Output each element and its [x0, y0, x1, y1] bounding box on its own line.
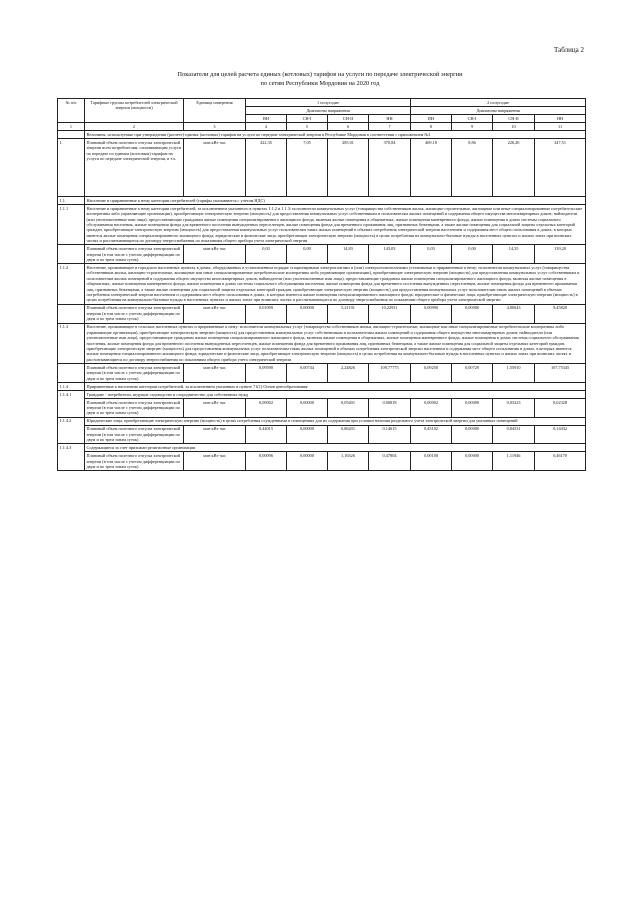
- table-row: [58, 139, 586, 197]
- value-cell: 226,20: [493, 139, 535, 197]
- value-cell: 14,35: [493, 245, 535, 264]
- value-cell: 0,00000: [452, 425, 493, 444]
- value-cell: 139,20: [535, 245, 586, 264]
- column-number: 11: [535, 123, 586, 131]
- section-row: [58, 323, 586, 363]
- value-cell: 14,83: [328, 245, 369, 264]
- value-cell: 8,86: [452, 139, 493, 197]
- header-level: НН: [369, 115, 411, 123]
- row-label: Плановый объем полезного отпуска электрической энергии (в том числе с учетом дифференциации по двум и по трем зонам суток): [85, 304, 184, 323]
- row-label: Плановый объем полезного отпуска электрической энергии (в том числе с учетом дифференциации по двум и по трем зонам суток): [85, 452, 184, 471]
- table-row: [58, 425, 586, 444]
- section-text: Население и приравненные к нему категории потребителей, за исключением указанного в пунктах 1.1.2 и 1.1.3: исполнители коммунальных услуг (товарищества собственников жилья, жилищно-строительные, жилищные или иные специализированные потребительские кооперативы либо управляющие организации), приобретающие электрическую энергию (мощность) для предоставления коммунальных услуг собственникам и пользователям жилых помещений и содержания общего имущества многоквартирных домов; наймодатели (или уполномоченные ими лица), предоставляющие гражданам жилые помещения специализированного жилищного фонда, включая жилые помещения в общежитиях, жилые помещения маневренного фонда, жилые помещения в домах системы социального обслуживания населения, жилые помещения фонда для временного поселения вынужденных переселенцев, жилые помещения фонда для временного проживания лиц, признанных беженцами, а также жилые помещения для социальной защиты отдельных категорий граждан, приобретающие электрическую энергию (мощность) для предоставления коммунальных услуг пользователям таких жилых помещений в объемах потребления электрической энергии населением и содержания мест общего пользования в домах, в которых имеются жилые помещения специализированного жилищного фонда; юридические и физические лица, приобретающие электрическую энергию (мощность) в целях потребления на коммунально-бытовые нужды в населенных пунктах и жилых зонах при воинских частях и рассчитывающиеся по договору энергоснабжения по показаниям общего прибора учета электрической энергии: [85, 205, 586, 245]
- value-cell: 422,35: [246, 139, 287, 197]
- value-cell: 0,00990: [411, 304, 452, 323]
- intro-note: Величины, используемые при утверждении (расчете) единых (котловых) тарифов на услуги по передаче электрической энергии в Республике Мордовия в соответствии с приложением №1: [85, 131, 586, 139]
- value-cell: 0,03: [411, 245, 452, 264]
- row-label: Плановый объем полезного отпуска электрической энергии (в том числе с учетом дифференциации по двум и по трем зонам суток): [85, 245, 184, 264]
- section-text: Население, проживающее в сельских населенных пунктах и приравненные к нему: исполнители коммунальных услуг (товарищества собственников жилья, жилищно-строительные, жилищные или иные специализированные потребительские кооперативы либо управляющие организации), приобретающие электрическую энергию (мощность) для предоставления коммунальных услуг собственникам и пользователям жилых помещений и содержания общего имущества многоквартирных домов; наймодатели (или уполномоченные ими лица), предоставляющие гражданам жилые помещения специализированного жилищного фонда, включая жилые помещения в общежитиях, жилые помещения маневренного фонда, жилые помещения в домах системы социального обслуживания населения, жилые помещения фонда для временного поселения вынужденных переселенцев, жилые помещения фонда для временного проживания лиц, признанных беженцами, а также жилые помещения для социальной защиты отдельных категорий граждан, приобретающие электрическую энергию (мощность) для предоставления коммунальных услуг пользователям таких жилых помещений в объемах потребления электрической энергии населением и содержания мест общего пользования в домах, в которых имеются жилые помещения специализированного жилищного фонда; юридические и физические лица, приобретающие электрическую энергию (мощность) в целях потребления на коммунально-бытовые нужды в населенных пунктах и жилых зонах при воинских частях и рассчитывающиеся по договору энергоснабжения по показаниям общего прибора учета электрической энергии: [85, 323, 586, 363]
- value-cell: 9,45820: [535, 304, 586, 323]
- row-unit: млн.кВт·час: [184, 139, 246, 197]
- section-text: Приравненные к населению категории потребителей, за исключением указанных в пункте 71(1) Основ ценообразования:: [85, 382, 586, 390]
- value-cell: 0,46170: [535, 452, 586, 471]
- tariff-table: [57, 98, 586, 471]
- value-cell: 0,00000: [287, 304, 328, 323]
- value-cell: 0,47804: [369, 452, 411, 471]
- section-number: 1.1.4.1: [58, 390, 85, 417]
- page-title: [60, 70, 580, 88]
- header-level: ВН: [411, 115, 452, 123]
- value-cell: 0,00100: [411, 452, 452, 471]
- value-cell: 0,01009: [246, 304, 287, 323]
- header-level: СН-I: [452, 115, 493, 123]
- value-cell: 0,86201: [328, 425, 369, 444]
- header-half-2: 2 полугодие: [411, 99, 586, 107]
- column-number: 2: [85, 123, 184, 131]
- value-cell: 0,84531: [493, 425, 535, 444]
- value-cell: 0,00000: [452, 398, 493, 417]
- row-unit: млн кВт·час: [184, 363, 246, 382]
- title-line-2: по сетям Республики Мордовия на 2020 год: [260, 80, 380, 87]
- table-row: [58, 245, 586, 264]
- value-cell: 0,03223: [493, 398, 535, 417]
- row-unit: млн кВт·час: [184, 398, 246, 417]
- column-number: 1: [58, 123, 85, 131]
- column-number: 5: [287, 123, 328, 131]
- value-cell: 109,77775: [369, 363, 411, 382]
- value-cell: 0,44015: [246, 425, 287, 444]
- table-row: [58, 390, 586, 398]
- value-cell: 4,80643: [493, 304, 535, 323]
- title-line-1: Показатели для целей расчета единых (котловых) тарифов на услуги по передаче электрической энергии: [177, 71, 463, 78]
- row-label: Плановый объем полезного отпуска электрической энергии (в том числе с учетом дифференциации по двум и по трем зонам суток): [85, 398, 184, 417]
- section-number: 1.1.3: [58, 323, 85, 363]
- section-number: 1.1.1: [58, 205, 85, 245]
- row-unit: млн кВт·час: [184, 452, 246, 471]
- row-unit: млн кВт·час: [184, 304, 246, 323]
- section-text: Население и приравненные к нему категории потребителей (тарифы указываются с учетом НДС): [85, 197, 586, 205]
- row-number: 1.: [58, 139, 85, 197]
- header-row-1: [58, 99, 586, 107]
- header-num: № п/п: [58, 99, 85, 123]
- header-unit: Единица измерения: [184, 99, 246, 123]
- value-cell: 0,00729: [452, 363, 493, 382]
- value-cell: 469,18: [411, 139, 452, 197]
- value-cell: 0,00000: [287, 425, 328, 444]
- value-cell: 285,01: [328, 139, 369, 197]
- value-cell: 7,05: [287, 139, 328, 197]
- table-row: [58, 304, 586, 323]
- value-cell: 1,16526: [328, 452, 369, 471]
- column-number: 7: [369, 123, 411, 131]
- section-row: [58, 205, 586, 245]
- table-row: [58, 452, 586, 471]
- table-row: [58, 417, 586, 425]
- value-cell: 0,00: [452, 245, 493, 264]
- section-text: Юридические лица, приобретающие электрическую энергию (мощность) в целях потребления осужденными в помещениях для их содержания при условии наличия раздельного учета электрической энергии для указанных помещений: [85, 417, 586, 425]
- value-cell: 0,14615: [369, 425, 411, 444]
- section-text: Содержащиеся за счет прихожан религиозные организации: [85, 444, 586, 452]
- value-cell: 0,09590: [246, 363, 287, 382]
- value-cell: 0,05401: [328, 398, 369, 417]
- value-cell: 0,00096: [246, 452, 287, 471]
- value-cell: 0,00000: [287, 452, 328, 471]
- header-half-1: 1 полугодие: [246, 99, 411, 107]
- section-text: Граждане - потребители, ведущие садоводство и огородничество для собственных нужд: [85, 390, 586, 398]
- value-cell: 10,22931: [369, 304, 411, 323]
- column-number: 4: [246, 123, 287, 131]
- row-unit: млн кВт·час: [184, 425, 246, 444]
- column-number-row: [58, 123, 586, 131]
- value-cell: 107,75345: [535, 363, 586, 382]
- value-cell: 143,03: [369, 245, 411, 264]
- value-cell: 0,00002: [411, 398, 452, 417]
- value-cell: 0,00000: [287, 398, 328, 417]
- intro-row: [58, 131, 586, 139]
- table-label: Таблица 2: [554, 46, 584, 54]
- value-cell: 0,00744: [287, 363, 328, 382]
- section-number: 1.1.2: [58, 264, 85, 304]
- header-level: НН: [535, 115, 586, 123]
- column-number: 10: [493, 123, 535, 131]
- section-row: [58, 197, 586, 205]
- table-row: [58, 363, 586, 382]
- row-label: Плановый объем полезного отпуска электрической энергии всем потребителям, оплачивающим услуги по передаче по единым (котловым) тарифам на услуги по передаче электрической энергии, в т.ч.: [85, 139, 184, 197]
- row-label: Плановый объем полезного отпуска электрической энергии (в том числе с учетом дифференциации по двум и по трем зонам суток): [85, 363, 184, 382]
- value-cell: 0,00002: [246, 398, 287, 417]
- section-number: 1.1.4.3: [58, 444, 85, 471]
- section-text: Население, проживающее в городских населенных пунктах в домах, оборудованных в установленном порядке стационарными электроплитами и (или) электроотопительными установками и приравненные к нему: исполнители коммунальных услуг (товарищества собственников жилья, жилищно-строительные, жилищные или иные специализированные потребительские кооперативы либо управляющие организации), приобретающие электрическую энергию (мощность) для предоставления коммунальных услуг собственникам и пользователям жилых помещений и содержания общего имущества многоквартирных домов; наймодатели (или уполномоченные ими лица), предоставляющие гражданам жилые помещения специализированного жилищного фонда, включая жилые помещения в общежитиях, жилые помещения маневренного фонда, жилые помещения в домах системы социального обслуживания населения, жилые помещения фонда для временного поселения вынужденных переселенцев, жилые помещения фонда для временного проживания лиц, признанных беженцами, а также жилые помещения для социальной защиты отдельных категорий граждан, приобретающие электрическую энергию (мощность) для предоставления коммунальных услуг пользователям таких жилых помещений в объемах потребления электрической энергии населением и содержания мест общего пользования в домах, в которых имеются жилые помещения специализированного жилищного фонда; юридические и физические лица, приобретающие электрическую энергию (мощность) в целях потребления на коммунально-бытовые нужды в населенных пунктах и жилых зонах при воинских частях и рассчитывающиеся по договору энергоснабжения по показаниям общего прибора учета электрической энергии: [85, 264, 586, 304]
- column-number: 6: [328, 123, 369, 131]
- value-cell: 0,03: [246, 245, 287, 264]
- value-cell: 0,09250: [411, 363, 452, 382]
- value-cell: 347,51: [535, 139, 586, 197]
- header-group: Тарифные группы потребителей электрической энергии (мощности): [85, 99, 184, 123]
- row-unit: млн кВт·час: [184, 245, 246, 264]
- value-cell: 0,00: [287, 245, 328, 264]
- header-voltage-2: Диапазоны напряжения: [411, 107, 586, 115]
- value-cell: 5,21191: [328, 304, 369, 323]
- value-cell: 0,00000: [452, 452, 493, 471]
- value-cell: 0,45102: [411, 425, 452, 444]
- header-level: СН-I: [287, 115, 328, 123]
- section-number: 1.1.: [58, 197, 85, 205]
- column-number: 3: [184, 123, 246, 131]
- section-number: 1.1.4: [58, 382, 85, 390]
- header-level: СН-II: [328, 115, 369, 123]
- value-cell: 1,55910: [493, 363, 535, 382]
- section-row: [58, 264, 586, 304]
- section-row: [58, 382, 586, 390]
- header-level: ВН: [246, 115, 287, 123]
- section-number: 1.1.4.2: [58, 417, 85, 444]
- value-cell: 0,02328: [535, 398, 586, 417]
- table-row: [58, 444, 586, 452]
- value-cell: 0,00818: [369, 398, 411, 417]
- value-cell: 1,11946: [493, 452, 535, 471]
- value-cell: 0,00000: [452, 304, 493, 323]
- table-row: [58, 398, 586, 417]
- value-cell: 2,24826: [328, 363, 369, 382]
- column-number: 8: [411, 123, 452, 131]
- value-cell: 370,84: [369, 139, 411, 197]
- row-label: Плановый объем полезного отпуска электрической энергии (в том числе с учетом дифференциации по двум и по трем зонам суток): [85, 425, 184, 444]
- column-number: 9: [452, 123, 493, 131]
- value-cell: 0,14432: [535, 425, 586, 444]
- header-voltage-1: Диапазоны напряжения: [246, 107, 411, 115]
- header-level: СН-II: [493, 115, 535, 123]
